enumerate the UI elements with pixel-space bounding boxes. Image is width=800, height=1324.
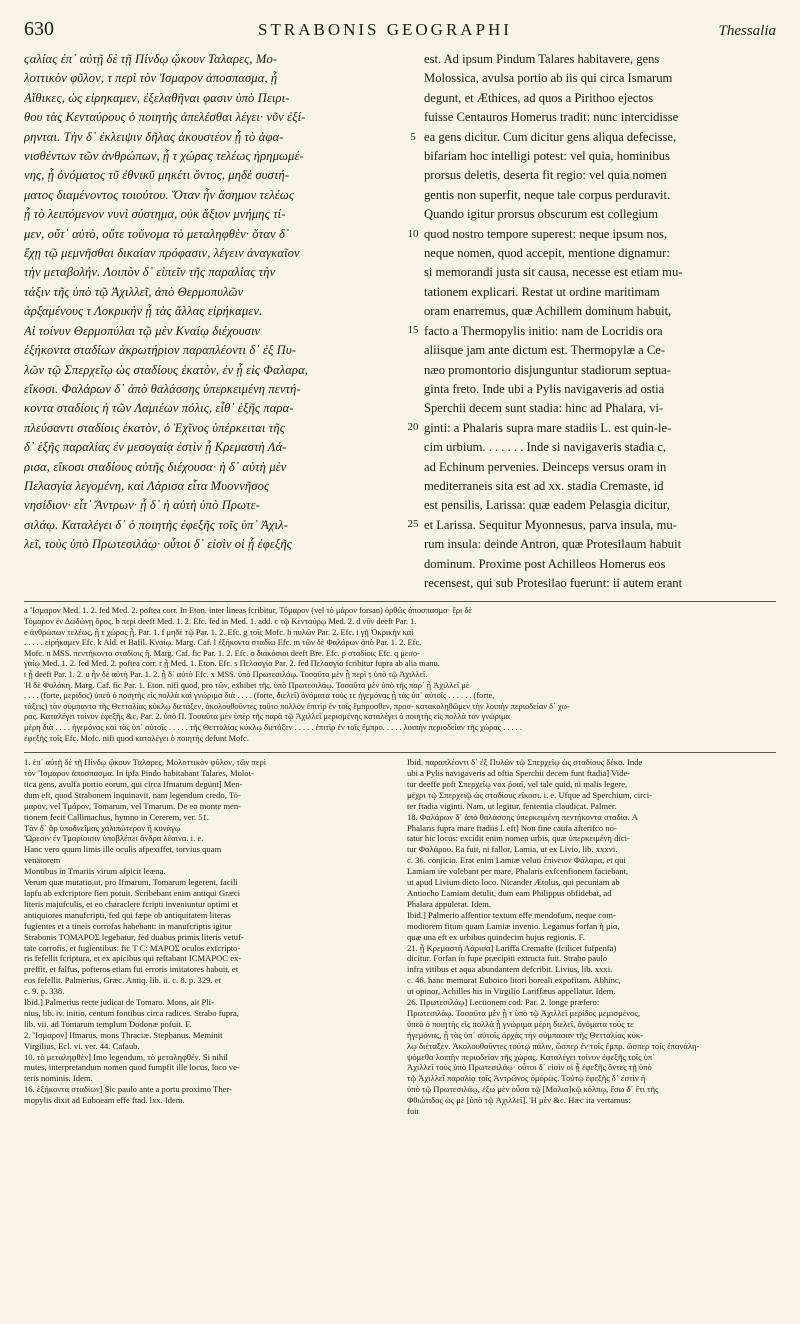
main-text xyxy=(24,50,776,593)
line-numbers xyxy=(402,50,424,593)
note-line: c. 36. conjicio. Erat enim Lamiæ veluti ἐπίνειον Φάλαρα, et qui xyxy=(407,855,626,866)
note-line: tate corrofis, et fugientibus: fic Τ C: ΜΑΡΟΣ oculos exfcripto- xyxy=(24,942,241,953)
line-number xyxy=(402,341,424,360)
line-number xyxy=(402,438,424,457)
line-number xyxy=(402,50,424,69)
latin-translation-column xyxy=(424,50,776,593)
apparatus-line: . . . . . εἰρήκαμεν Efc. k Ald. et Bafil. Κναίῳ. Marg. Caf. l ἑξήκοντα σταδίω Efc. m τῶν δὲ Φαλάρων ἀπὸ Par. 1. 2. Efc. xyxy=(24,638,422,648)
note-line: mutes, interpretandum nomen quod fumpfit ille locus, loco ve- xyxy=(24,1062,240,1073)
latin-line: ginti: a Phalaris supra mare stadiis L. est quin-le- xyxy=(424,420,672,435)
note-line: Πρωτεσιλάῳ. Τοσαῦτα μὲν ᾗ τ ὑπὸ τῷ Ἀχιλλεῖ μερίδος μεμισμένος, xyxy=(407,1007,641,1018)
note-line: Φθιώτιδος ὡς μὲ [ὑπὸ τῷ Ἀχιλλεῖ]. Ἡ μὲν &c. Hæc ita vertamus: xyxy=(407,1095,631,1106)
commentary-notes xyxy=(24,757,776,1117)
note-line: Hanc vero quum limis ille oculis afpexiffet, torvius quam xyxy=(24,844,222,855)
note-line: ter ftadia viginti. Nam, ut legitur, fententia claudicat. Palmer. xyxy=(407,800,617,811)
note-line: literis majufculis, et eo characlere fcripti inveniuntur optimi et xyxy=(24,898,239,909)
apparatus-line: Ἡ δὲ Φυλάκη. Marg. Caf. fic Par. 1. Eton. nifi quod, pro τῶν, exhibet τῆς. ὑπὸ Πρωτεσιλάῳ. Τοσαῦτα μὲν ὑπὸ τῆς παρ᾽ ᾖ Ἀχιλλεῖ μὲ xyxy=(24,680,470,690)
greek-line: εἴκοσι. Φαλάρων δ᾽ ἀπὸ θαλάσσης ὑπερκειμένη πεντή- xyxy=(24,381,301,396)
note-line: 2. Ἴσμαρον] Ifmarus, mons Thraciæ. Stephanus. Meminit xyxy=(24,1029,223,1040)
line-number: 15 xyxy=(407,324,419,337)
line-number: 5 xyxy=(410,130,416,143)
latin-line: tationem explicari. Restat ut ordine maritimam xyxy=(424,284,660,299)
note-line: tionem fecit Callimachus, hymno in Cererem, ver. 51. xyxy=(24,811,209,822)
running-title: STRABONIS GEOGRAPHI xyxy=(258,20,512,39)
apparatus-line: a Ἴσμαρον Med. 1. 2. fed Med. 2. poftea corr. In Eton. inter lineas fcribitur, Τόμαρον (vel τὸ μάρον forsan) ὀρθῶς ἀποσπασμα· ἔρι δὲ xyxy=(24,606,472,616)
latin-line: est. Ad ipsum Pindum Talares habitavere, gens xyxy=(424,52,660,66)
apparatus-line: Mofc. n MSS. πεντήκοντα σταδίοις ἢ. Marg. Caf. fic Par. 1. 2. Efc. o διακόσιοι deeft Bre. Efc. p σταδίοις Efc. q μεσο- xyxy=(24,648,420,658)
latin-line: facto a Thermopylis initio: nam de Locridis ora xyxy=(424,323,663,338)
latin-line: næo promontorio disjunguntur stadiorum septua- xyxy=(424,362,671,377)
note-line: 26. Πρωτεσιλάῳ] Lectionem cod. Par. 2. longe præfero: xyxy=(407,997,600,1008)
line-number xyxy=(402,399,424,418)
latin-line: bifariam hoc intelligi potest: vel quia, hominibus xyxy=(424,149,670,164)
line-number xyxy=(402,496,424,515)
note-line: ubi a Pylis navigaveris ad oftia Sperchii decem funt ftadia] Vide- xyxy=(407,768,631,778)
greek-line: ματος διαμένοντος τοιούτου. Ὅταν ἦν ἄσημον τελέως xyxy=(24,187,295,202)
greek-line: λῶν τῷ Σπερχεῖῳ ὡς σταδίους ἑκατὸν, ἐν ᾗ εἰς Φαλαρα, xyxy=(24,362,309,377)
greek-line: ᾗ τὸ λειπόμενον νυνὶ σύστημα, οὐκ ἄξιον μνήμης τί- xyxy=(24,207,286,222)
line-number xyxy=(402,535,424,554)
note-line: Verum quæ mutatio,ut, pro Ifmarum, Tomarum legerent, facili xyxy=(24,877,238,888)
latin-line: recensest, qui sub Protesilao fuerunt: ii autem erant xyxy=(424,575,683,590)
notes-right-column xyxy=(407,757,776,1117)
note-line: c. 9. p. 338. xyxy=(24,986,65,997)
critical-apparatus xyxy=(24,606,776,744)
note-line: μαρον, vel Τμάρον, Tomarum, vel Tmarum. De eo monte men- xyxy=(24,800,242,811)
note-line: Lamiam ire volebant per mare, Phalaris exfcenfionem faciebant, xyxy=(407,866,629,877)
divider xyxy=(24,601,776,602)
apparatus-line: τάξεις) τὰν σύμπαντα τῆς Θετταλίας κύκλῳ διετάξεν, ἀκολουθοῦντες τοῦτο πολλὸν ἐπιτὶρ ἐν τοῖς ἔμπροσθεν, προσ- κατακοληθῶμεν τὴν λοιπὴν περιοδείαν δ᾽ χω- xyxy=(24,701,570,711)
line-number xyxy=(402,69,424,88)
latin-line: quod nostro tempore superest: neque ipsum nos, xyxy=(424,226,668,241)
note-line: ris fefellit fcriptura, et ex apicibus qui reftabant ΙCΜΑΡΟC ex- xyxy=(24,953,242,964)
greek-line: πλεύσαντι σταδίοις ἑκατὸν, ὁ Ἐχῖνος ὑπέρκειται τῆς xyxy=(24,420,285,435)
notes-left-column xyxy=(24,757,393,1117)
note-line: tica gens, avulfa portio eorum, qui circa Ifmarum degunt] Men- xyxy=(24,778,243,789)
latin-line: neque nomen, quod accepit, mentione dignamur: xyxy=(424,246,670,261)
note-line: Ibid.] Palmerius recte judicat de Tomaro. Mons, ait Pli- xyxy=(24,997,214,1008)
note-line: fuit xyxy=(407,1106,419,1117)
apparatus-line: e ἀνθρώπων τελέως, ᾗ τ χώρας ᾖ. Par. 1. f μηδὲ τῷ Par. 1. 2. Efc. g τοῖς Mofc. h πυλῶν Par. 2. Efc. i γῇ Ὀκρικὴν καὶ xyxy=(24,627,414,637)
latin-line: rum insula: deinde Antron, quæ Protesilaum habuit xyxy=(424,537,682,552)
note-line: dicitur. Forfan in fupe præcipiti extructa fuit. Strabo paulo xyxy=(407,953,607,964)
line-number xyxy=(402,244,424,263)
greek-line: ρισα, εἴκοσι σταδίους αὐτῆς διέχουσα· ἡ δ᾽ αὐτὴ μὲν xyxy=(24,459,287,474)
note-line: Ὤρεσιν ἐν Τμαρίοισιν ὑποβλέπει ἄνδρα λέαινα. i. e. xyxy=(24,833,204,844)
greek-line: ρηνται. Τὴν δ᾽ ἐκλειψιν δῆλας ἀκουστέον ᾗ τὸ ἀφα- xyxy=(24,129,284,144)
latin-line: mediterraneis sita est ad xx. stadia Cremaste, id xyxy=(424,478,664,493)
line-number: 25 xyxy=(407,518,419,531)
line-number xyxy=(402,108,424,127)
note-line: lib. vii. ad Tomarum templum Dodonæ pofuit. F. xyxy=(24,1018,192,1029)
greek-line: ϛαλίας ἐπ᾽ αὐτῇ δὲ τῇ Πίνδῳ ᾤκουν Ταλαρες, Μο- xyxy=(24,52,278,66)
latin-line: et Larissa. Sequitur Myonnesus, parva insula, mu- xyxy=(424,517,677,532)
divider xyxy=(24,752,776,753)
note-line: Virgilius, Ecl. vi. ver. 44. Cafaub. xyxy=(24,1040,140,1051)
book-page xyxy=(24,18,776,1314)
greek-line: νησίδιον· εἶτ᾽ Ἄντρων· ᾗ δ᾽ ἡ αὐτὴ ὑπὸ Πρωτε- xyxy=(24,498,261,513)
greek-line: λοττικὸν φῦλον, τ περὶ τὸν Ἰσμαρον ἀποσπασμα, ᾗ xyxy=(24,71,278,86)
section-title: Thessalia xyxy=(718,23,776,39)
greek-line: κοντα σταδίοις ἡ τῶν Λαμιέων πόλις, εἶθ᾽ ἑξῆς παρα- xyxy=(24,401,294,416)
greek-line: νισθέντων τῶν ἀνθρώπων, ᾗ τ χώρας τελέως ἠρημωμέ- xyxy=(24,149,304,164)
note-line: lapfu ab exfcriptore fieri potuit. Scribebant enim antiqui Græci xyxy=(24,887,240,898)
note-line: ut apud Livium dicto loco. Nicander Ætolus, qui pecuniam ab xyxy=(407,877,620,888)
note-line: infra vitibus et aqua abundantem defcribit. Livius, lib. xxxi. xyxy=(407,964,613,975)
latin-line: aliisque jam ante dictum est. Thermopylæ a Ce- xyxy=(424,343,666,358)
note-line: dum eft, quod Strabonem inquinavit, nam legendum credo, Τό- xyxy=(24,789,241,800)
apparatus-line: . . . . (forte, μερίδος) ὑπεὸ ὁ ποιητὴς εἰς πολλὰ καὶ γνώριμα διὰ . . . . (forte, διελεῖ) ὀνόματα τούς τε ἡγεμόνας ᾗ τὰς ὑπ᾽ αὐτοῖς . . . . . . (forte, xyxy=(24,691,495,701)
line-number xyxy=(402,477,424,496)
running-header xyxy=(24,18,776,44)
latin-line: Molossica, avulsa portio ab iis qui circa Ismarum xyxy=(424,71,673,86)
note-line: τὸν Ἴσμαρον ἀποσπασμα. In ipfa Pindo habitabant Talares, Molot- xyxy=(24,768,254,778)
latin-line: gentis non superfit, neque tale corpus perduravit. xyxy=(424,187,671,202)
greek-line: τὴν μεταβολήν. Λοιπὸν δ᾽ εἰπεῖν τῆς παραλίας τὴν xyxy=(24,265,276,280)
note-line: Phalara appulerat. Idem. xyxy=(407,898,491,909)
note-line: 18. Φαλάρων δ᾽ ἀπὸ θαλάσσης ὑπερκειμένη πεντήκοντα σταδία. A xyxy=(407,811,638,822)
note-line: ψόμεθα λοιπὴν περιοδείαν τῆς χώρας. Καταλέγει τοίνυν ἐφεξῆς τοῖς ὑπ᾽ xyxy=(407,1051,656,1062)
note-line: Τὰν δ᾽ ἄρ ὑποδνεῖμας χαλιπώτερον ἢ κυνάγῳ xyxy=(24,822,181,833)
greek-line: Πελασγία λεγομένη, καὶ Λάρισα εἶτα Μυοννῆσος xyxy=(24,478,270,493)
latin-line: cim urbium. . . . . . . Inde si navigaveris stadia c, xyxy=(424,440,667,455)
apparatus-line: μέρη διὰ . . . . ἡγεμόνας καὶ τὰς ὑπ᾽ αὐτοῖς . . . . . τῆς Θετταλίας κύκλῳ διετάξεν . . . . . ἐπιτὶρ ἐν τοῖς ἔμπρο. . . . . λοιπὴν περιοδείαν τῆς χώρας . . . . . xyxy=(24,722,522,732)
page-number: 630 xyxy=(24,18,54,40)
line-number xyxy=(402,166,424,185)
latin-line: ginta freto. Inde ubi a Pylis navigaveris ad ostia xyxy=(424,381,665,396)
note-line: tatur hic locus: excidit enim nomen urbis, quæ ὑπερκειμένη dici- xyxy=(407,833,630,844)
latin-line: dominum. Proxime post Achilleos Homerus eos xyxy=(424,556,666,571)
note-line: 21. ᾗ Κρεμαστὴ Λάρισα] Lariffa Cremafte (fcilicet fufpenfa) xyxy=(407,942,617,953)
latin-line: est pensilis, Larissa: quæ eadem Pelasgia dicitur, xyxy=(424,498,670,513)
apparatus-line: ἐφεξῆς τοῖς Efc. Mofc. nifi quod καταλέγει ὁ ποιητὴς defunt Mofc. xyxy=(24,733,249,743)
note-line: modiorem fitum quam Lamiæ invenio. Legamus forfan ἡ μία, xyxy=(407,920,620,931)
greek-line: ἔχῃ τῷ μεμνῆσθαι δικαίαν πρόφασιν, λέγειν ἀναγκαῖον xyxy=(24,246,300,261)
line-number xyxy=(402,205,424,224)
note-line: mopylis dixit ad Euboeam effe ftad. lxx. Idem. xyxy=(24,1095,185,1106)
note-line: ut opinor, Achilles his in Virgilio Lariffæus appellatur. Idem. xyxy=(407,986,616,997)
note-line: Ibid. παραπλέοντι δ᾽ ἐξ Πυλῶν τῷ Σπερχεῖῳ ὡς σταδίους δέκα. Inde xyxy=(407,757,643,768)
line-number xyxy=(402,380,424,399)
note-line: ἡγεμόνας, ᾗ τὰς ὑπ᾽ αὐτοῖς ἀρχὰς τὴν σύμπασαν τῆς Θετταλίας κύκ- xyxy=(407,1029,644,1040)
note-line: Antiocho Lamiam detulit, dum eam Philippus obfidebat, ad xyxy=(407,887,612,898)
note-line: tur Φαλάρου. Ea fuit, ni fallor, Lamia, ut ex Livio, lib. xxxvi. xyxy=(407,844,618,855)
line-number xyxy=(402,186,424,205)
line-number: 20 xyxy=(407,421,419,434)
apparatus-line: γαίῳ Med. 1. 2. fed Med. 2. poftea corr. r ᾗ Med. 1. Eton. Efc. s Πελασγία Par. 2. fed Πελασγία fcribitur fupra ab alia manu. xyxy=(24,659,440,669)
line-number: 10 xyxy=(407,227,419,240)
apparatus-line: ρας. Καταλέγει τοίνυν ἐφεξῆς &c, Par. 2. ὑπὸ Π. Τοσαῦτα μὲν ὑπὲρ τῆς παρὰ τῷ Ἀχιλλεῖ μερισμένης καταλέγει ὁ ποιητὴς εἰς πολλὰ ταν γνώριμα xyxy=(24,712,510,722)
line-number xyxy=(402,302,424,321)
greek-line: σιλάῳ. Καταλέγει δ᾽ ὁ ποιητὴς ἐφεξῆς τοῖς ὑπ᾽ Ἀχιλ- xyxy=(24,517,288,532)
note-line: fugientes et a tineis corrofas habebant: in manufcriptis igitur xyxy=(24,920,232,931)
apparatus-line: t ᾗ deeft Par. 1. 2. u ἦν δὲ αὐτὴ Par. 1. 2. ᾖ δ᾽ αὐτὸ Efc. x MSS. ὑπὸ Πρωτεσιλάῳ. Τοσαῦτα μὲν ᾗ περὶ τ ὑπὸ τῷ Ἀχιλλεῖ. xyxy=(24,669,428,679)
line-number xyxy=(402,147,424,166)
latin-line: si memorandi justa sit causa, necesse est etiam mu- xyxy=(424,265,683,280)
note-line: nius, lib. iv. initio, centum fontibus circa radices. Strabo fupra, xyxy=(24,1007,239,1018)
note-line: 16. ἑξήκοντα σταδίων] Sic paulo ante a portu proximo Ther- xyxy=(24,1084,232,1095)
note-line: preffit, et falfus, pofteros etiam fui erroris imitatores habuit, et xyxy=(24,964,239,975)
note-line: Strabonis ΤΟΜΑΡΟΣ legebatur, fed duabus primis literis vetuf- xyxy=(24,931,244,942)
greek-line: λεῖ, τοὺς ὑπὸ Πρωτεσιλάῳ· οὗτοι δ᾽ εἰσὶν οἱ ᾗ ἐφεξῆς xyxy=(24,537,292,552)
apparatus-line: Τόμαρον ἐν Δωδώνῃ ὄρος. b περὶ deeft Med. 1. 2. Efc. fed in Med. 1. add. c τῷ Κενταύρῳ Med. 2. d νῦν deeft Par. 1. xyxy=(24,616,417,626)
note-line: Ἀχιλλεῖ τοὺς ὑπὸ Πρωτεσιλάῳ· οὗτοι δ᾽ εἰσὶν οἱ ᾗ ἐφεξῆς ὄντες τῇ ὑπὸ xyxy=(407,1062,652,1073)
note-line: c. 46. hanc memorat Euboico litori boreali expofitam. Abhinc, xyxy=(407,975,621,986)
note-line: Montibus in Tmariis virum afpicit leæna. xyxy=(24,866,166,877)
note-line: λῳ διέταξεν. Ἀκολουθοῦντες τούτῳ πάλιν, ὥσπερ ἐν τοῖς ἔμπρ. ὥσπερ τοῖς ἐπανάλη- xyxy=(407,1040,700,1051)
line-number xyxy=(402,457,424,476)
note-line: ὑπὸ τῷ Πρωτεσιλάῳ, ἐξω μὲν οὖσα τῷ [Μαλια]κῷ κόλπῳ, ἔσω δ᾽ ἔτι τῆς xyxy=(407,1084,659,1095)
latin-line: oram enarremus, quæ Achillem dominum habuit, xyxy=(424,304,672,319)
greek-text-column xyxy=(24,50,402,593)
greek-line: Αἱ τοίνυν Θερμοπύλαι τῷ μὲν Κναίῳ διέχουσιν xyxy=(24,323,261,338)
latin-line: prorsus deletis, deserta fit regio: vel quia nomen xyxy=(424,168,667,183)
line-number xyxy=(402,263,424,282)
note-line: 10. τὸ μεταληφθὲν] Imo legendum, τὸ μεταληφθέν. Si nihil xyxy=(24,1051,228,1062)
latin-line: Quando igitur prorsus obscurum est collegium xyxy=(424,207,658,222)
greek-line: τάξιν τῆς ὑπὸ τῷ Ἀχιλλεῖ, ἀπὸ Θερμοπυλῶν xyxy=(24,284,244,299)
note-line: Ibid.] Palmerio affentior textum effe mendofum, neque com- xyxy=(407,909,616,920)
note-line: τῷ Ἀχιλλεῖ παραλίᾳ τοῖς Ἀντρῶνος ὁμόρως. Τούτῳ ἐφεξῆς δ᾽ ἐστὶν ἡ xyxy=(407,1073,646,1084)
line-number xyxy=(402,360,424,379)
note-line: teris nominis. Idem. xyxy=(24,1073,93,1084)
latin-line: Sperchii decem sunt stadia: hinc ad Phalara, vi- xyxy=(424,401,664,416)
latin-line: ea gens dicitur. Cum dicitur gens aliqua defecisse, xyxy=(424,129,677,144)
greek-line: ἑξήκοντα σταδίων ἀκρωτήριον παραπλέοντι δ᾽ ἐξ Πυ- xyxy=(24,343,297,358)
greek-line: ἀρξαμένους τ Λοκρικὴν ᾗ τὰς ἄλλας εἰρήκαμεν. xyxy=(24,304,263,319)
note-line: μέχρι τῷ Σπερχειῷ ὡς σταδίους εἴκοσι. i. e. Ufque ad Sperchium, circi- xyxy=(407,789,653,800)
note-line: eos fefellit. Palmerius, Græc. Antiq. lib. ii. c. 8. p. 329. et xyxy=(24,975,221,986)
note-line: Phalaris fupra mare ftadiis l. eft] Non fine caufa afterifco no- xyxy=(407,822,617,833)
greek-line: θου τὰς Κενταύρους ὁ ποιητὴς ἀπελέσθαι λέγει· νῦν ἐξί- xyxy=(24,110,306,125)
line-number xyxy=(402,283,424,302)
greek-line: μεν, οὔτ᾽ αὐτὸ, οὔτε τοὔνομα τὸ μεταληφθὲν· ὅταν δ᾽ xyxy=(24,226,290,241)
greek-line: δ᾽ ἑξῆς παραλίας ἐν μεσογαίᾳ ἐστὶν ᾗ Κρεμαστὴ Λά- xyxy=(24,440,287,455)
greek-line: νης, ᾗ ὀνόματος τῦ ἐθνικῦ μηκέτι ὄντος, μηδὲ συστή- xyxy=(24,168,290,183)
note-line: quæ una eft ex urbibus quindecim hujus regionis. F. xyxy=(407,931,585,942)
greek-line: Αἴθικες, ὡς εἰρηκαμεν, ἐξελαθῆναι φασιν ὑπὸ Πειρι- xyxy=(24,90,290,105)
line-number xyxy=(402,89,424,108)
latin-line: fuisse Centauros Homerus tradit: nunc intercidisse xyxy=(424,110,679,125)
note-line: ὑπεὸ ὁ ποιητὴς εἰς πολλὰ ᾗ γνώριμα μέρη διελεῖ, ὀνόματα τούς τε xyxy=(407,1018,634,1029)
note-line: 1. ἐπ᾽ αὐτῇ δὲ τῇ Πίνδῳ ᾤκουν Ταλαρες, Μολοττικὸν φῦλον, τῶν περὶ xyxy=(24,757,267,768)
note-line: tur deeffe poft Σπερχεῖῳ vox ῥοαῖ, vel tale quid, ni malis legere, xyxy=(407,778,628,789)
note-line: antiquiores manufcripti, fed qui fæpe ob antiquitatem literas xyxy=(24,909,231,920)
latin-line: ad Echinum pervenies. Deinceps versus oram in xyxy=(424,459,667,474)
note-line: venatorem xyxy=(24,855,61,866)
latin-line: degunt, et Æthices, ad quos a Pirithoo ejectos xyxy=(424,90,654,105)
